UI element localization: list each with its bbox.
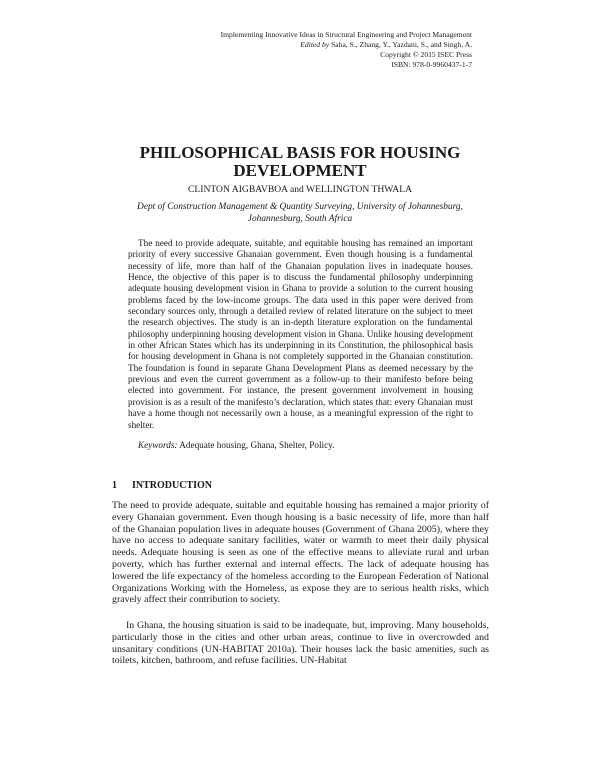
keywords-label: Keywords: [138,440,178,450]
paper-title [0,144,600,180]
running-header [221,30,472,70]
editors-prefix: Edited by [300,40,330,49]
affiliation-line-2: Johannesburg, South Africa [247,214,353,224]
body-paragraph-2: In Ghana, the housing situation is said to be inadequate, but, improving. Many households, particularly those in the cities and other urban areas, continue to live in overcrowded and unsanitary conditions (UN-HABITAT 2010a). Their houses lack the basic amenities, such as toilets, kitchen, bathroom, and refuse facilities. UN-Habitat [112,620,489,667]
affiliation-line-1: Dept of Construction Management & Quantity Surveying, University of Johannesburg, [137,202,463,212]
title-line-1: PHILOSOPHICAL BASIS FOR HOUSING [139,143,461,162]
section-number: 1 [112,480,117,491]
title-line-2: DEVELOPMENT [233,161,367,180]
keywords [138,439,334,451]
section-title: INTRODUCTION [132,480,213,491]
keywords-list: Adequate housing, Ghana, Shelter, Policy. [179,440,335,450]
authors: CLINTON AIGBAVBOA and WELLINGTON THWALA [187,184,413,195]
editors-line [221,40,472,50]
section-heading [112,480,212,492]
editors: Saha, S., Zhang, Y., Yazdani, S., and Singh, A. [331,40,472,49]
copyright: Copyright © 2015 ISEC Press [380,50,472,59]
abstract: The need to provide adequate, suitable, and equitable housing has remained an important priority of every successive Ghanaian government. Even though housing is a fundamental necessity of life, more than half of the Ghanaian population lives in inadequate houses. Hence, the objective of this paper is to discuss the fundamental philosophy underpinning adequate housing development vision in Ghana to provide a solution to the current housing problems faced by the low-income groups. The data used in this paper were derived from secondary sources only, through a detailed review of related literature on the subject to meet the research objectives. The study is an in-depth literature exploration on the fundamental philosophy underpinning housing development vision in Ghana. Unlike housing development in other African States which has its underpinning in its Constitution, the philosophical basis for housing development in Ghana is not completely supported in the Ghanaian constitution. The foundation is found in separate Ghana Development Plans as deemed necessary by the previous and even the current government as a follow-up to their manifesto before being elected into government. For instance, the present government involvement in housing provision is as a result of the manifesto’s declaration, which states that: every Ghanaian must have a home though not necessarily own a house, as a meaningful expression of the right to shelter. [128,238,473,430]
body-paragraph-1: The need to provide adequate, suitable and equitable housing has remained a major priority of every Ghanaian government. Even though housing is a basic necessity of life, more than half of the Ghanaian population lives in adequate houses (Government of Ghana 2005), where they have no access to adequate sanitary facilities, water or warmth to meet their daily physical needs. Adequate housing is seen as one of the effective means to alleviate rural and urban poverty, which has further external and internal effects. The lack of adequate housing has lowered the life expectancy of the homeless according to the European Federation of National Organizations Working with the Homeless, as expose they are to serious health risks, which gravely affect their contribution to society. [112,500,489,606]
affiliation [0,201,600,225]
series-title: Implementing Innovative Ideas in Structural Engineering and Project Management [220,30,472,39]
isbn: ISBN: 978-0-9960437-1-7 [391,60,472,69]
